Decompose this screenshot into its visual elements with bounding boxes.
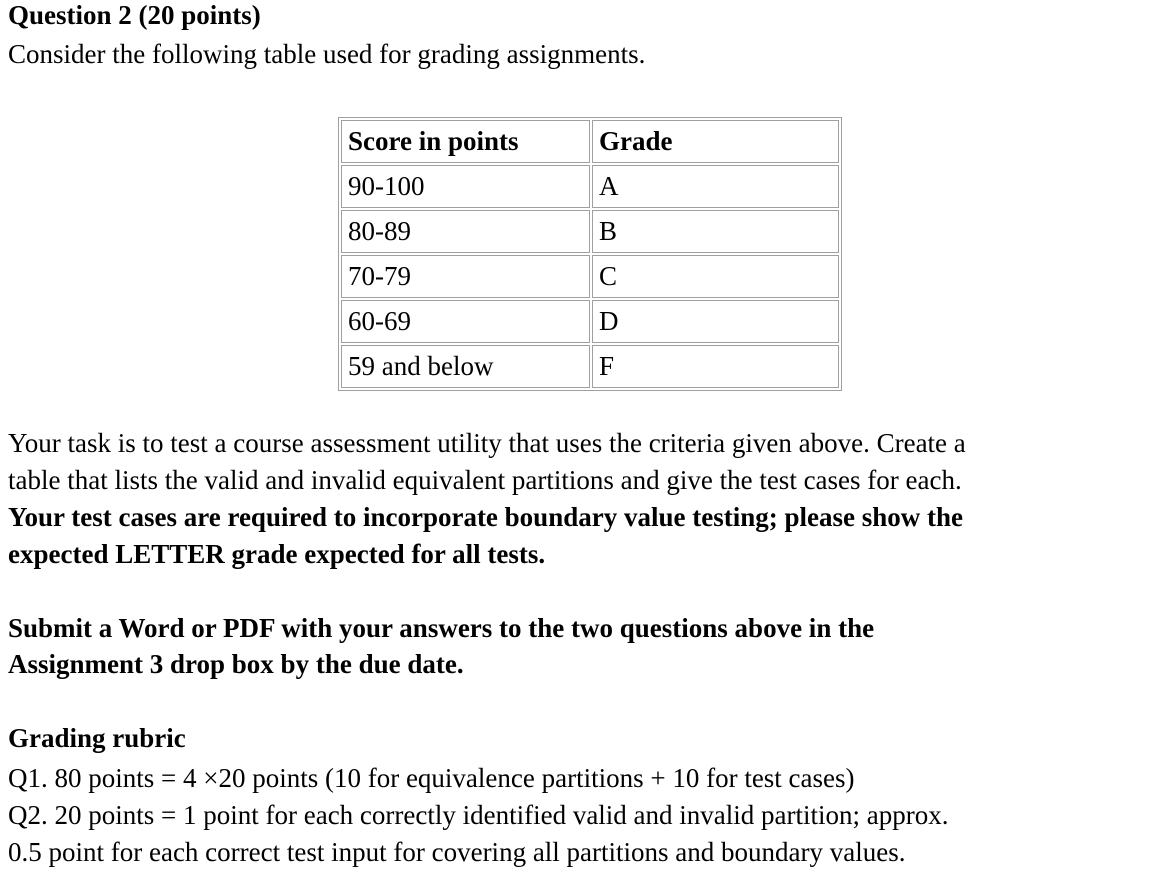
grade-cell: C [592,255,839,298]
table-row [341,255,839,298]
score-cell: 70-79 [341,255,590,298]
score-cell: 59 and below [341,345,590,388]
task-line: Your task is to test a course assessment utility that uses the criteria given above. Create a [8,428,966,458]
score-cell: 90-100 [341,165,590,208]
table-row [341,165,839,208]
grade-cell: D [592,300,839,343]
task-bold-line: expected LETTER grade expected for all tests. [8,539,546,569]
rubric-body [8,760,949,871]
task-line: table that lists the valid and invalid equivalent partitions and give the test cases for each. [8,465,962,495]
score-cell: 80-89 [341,210,590,253]
question-intro: Consider the following table used for grading assignments. [8,39,646,69]
task-description [8,425,1158,572]
rubric-q1: Q1. 80 points = 4 ×20 points (10 for equivalence partitions + 10 for test cases) [8,763,855,793]
submit-line: Submit a Word or PDF with your answers to the two questions above in the [8,613,875,643]
header-grade: Grade [592,120,839,163]
table-row [341,300,839,343]
submit-line: Assignment 3 drop box by the due date. [8,649,464,679]
grade-cell: B [592,210,839,253]
header-score: Score in points [341,120,590,163]
score-cell: 60-69 [341,300,590,343]
grade-cell: F [592,345,839,388]
table-row [341,210,839,253]
rubric-q2-line: 0.5 point for each correct test input for covering all partitions and boundary values. [8,837,906,867]
grading-table [338,117,842,391]
table-row [341,345,839,388]
rubric-title: Grading rubric [8,723,186,753]
table-header-row [341,120,839,163]
question-title: Question 2 (20 points) [8,0,261,30]
rubric-q2-line: Q2. 20 points = 1 point for each correctly identified valid and invalid partition; approx. [8,800,949,830]
submission-instructions [8,610,874,682]
grade-cell: A [592,165,839,208]
task-bold-line: Your test cases are required to incorporate boundary value testing; please show the [8,502,963,532]
